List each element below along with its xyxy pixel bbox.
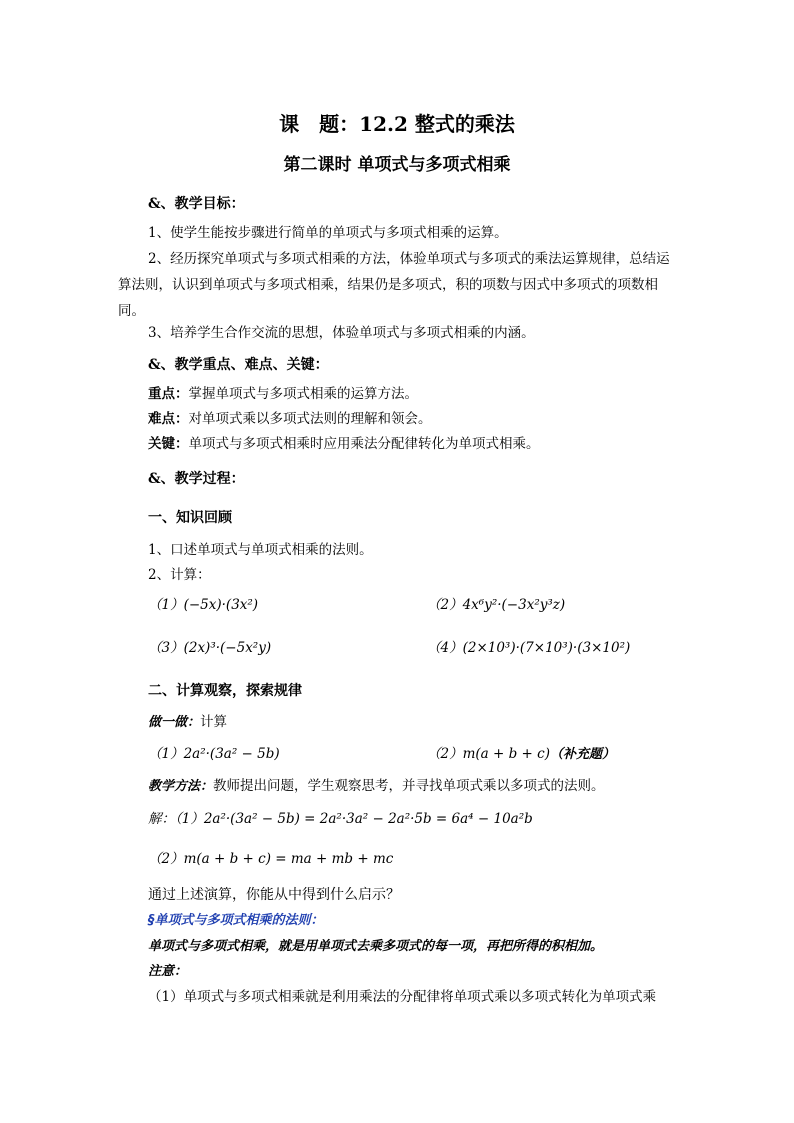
process-heading: &、教学过程： <box>148 471 245 487</box>
section-review-heading: 一、知识回顾 <box>148 510 232 526</box>
question-2-line <box>427 741 615 768</box>
rule-text: 单项式与多项式相乘，就是用单项式去乘多项式的每一项，再把所得的积相加。 <box>148 939 604 954</box>
page-title: 课 题：12.2 整式的乘法 <box>279 112 515 136</box>
insight-question: 通过上述演算，你能从中得到什么启示？ <box>148 887 400 903</box>
key-item-difficulty <box>148 406 432 432</box>
key-text: 单项式与多项式相乘时应用乘法分配律转化为单项式相乘。 <box>188 436 540 452</box>
goal-item-1: 1、使学生能按步骤进行简单的单项式与多项式相乘的运算。 <box>148 225 508 241</box>
key-text: 掌握单项式与多项式相乘的运算方法。 <box>188 386 418 402</box>
key-label: 难点： <box>148 411 189 427</box>
note-1: （1）单项式与多项式相乘就是利用乘法的分配律将单项式乘以多项式转化为单项式乘 <box>148 989 657 1005</box>
section-explore-heading: 二、计算观察，探索规律 <box>148 683 302 699</box>
doit-line <box>148 709 227 736</box>
goal-item-3: 3、培养学生合作交流的思想，体验单项式与多项式相乘的内涵。 <box>148 325 535 341</box>
doit-text: 计算 <box>200 714 228 730</box>
review-line-1: 1、口述单项式与单项式相乘的法则。 <box>148 542 373 558</box>
key-label: 重点： <box>148 386 189 402</box>
method-text: 教师提出问题，学生观察思考，并寻找单项式乘以多项式的法则。 <box>213 778 605 794</box>
question-2: （2）m(a + b + c) <box>427 746 550 762</box>
key-text: 对单项式乘以多项式法则的理解和领会。 <box>188 411 432 427</box>
rule-title: §单项式与多项式相乘的法则： <box>148 913 324 928</box>
supplement-note: （补充题） <box>549 747 615 762</box>
exercise-4: （4）(2×10³)·(7×10³)·(3×10²) <box>427 640 631 656</box>
solution-1: 解：（1）2a²·(3a² − 5b) = 2a²·3a² − 2a²·5b = 6a⁴ − 10a²b <box>148 811 533 827</box>
key-label: 关键： <box>148 436 189 452</box>
exercise-3: （3）(2x)³·(−5x²y) <box>148 640 272 656</box>
doit-label: 做一做： <box>148 715 201 730</box>
question-1: （1）2a²·(3a² − 5b) <box>148 746 280 762</box>
method-line <box>148 773 605 800</box>
note-label: 注意： <box>148 964 188 979</box>
review-line-2: 2、计算： <box>148 567 211 583</box>
exercise-2: （2）4x⁶y²·(−3x²y³z) <box>427 597 566 613</box>
method-label: 教学方法： <box>148 779 214 794</box>
key-item-focus <box>148 381 418 407</box>
goals-heading: &、教学目标： <box>148 196 245 212</box>
exercise-1: （1）(−5x)·(3x²) <box>148 597 259 613</box>
page-subtitle: 第二课时 单项式与多项式相乘 <box>283 155 511 175</box>
solution-2: （2）m(a + b + c) = ma + mb + mc <box>148 851 394 867</box>
key-item-critical <box>148 431 540 457</box>
keys-heading: &、教学重点、难点、关键： <box>148 357 329 373</box>
goal-item-2: 2、经历探究单项式与多项式相乘的方法，体验单项式与多项式的乘法运算规律，总结运算法则，认识到单项式与多项式相乘，结果仍是多项式，积的项数与因式中多项式的项数相同。 <box>118 251 670 319</box>
